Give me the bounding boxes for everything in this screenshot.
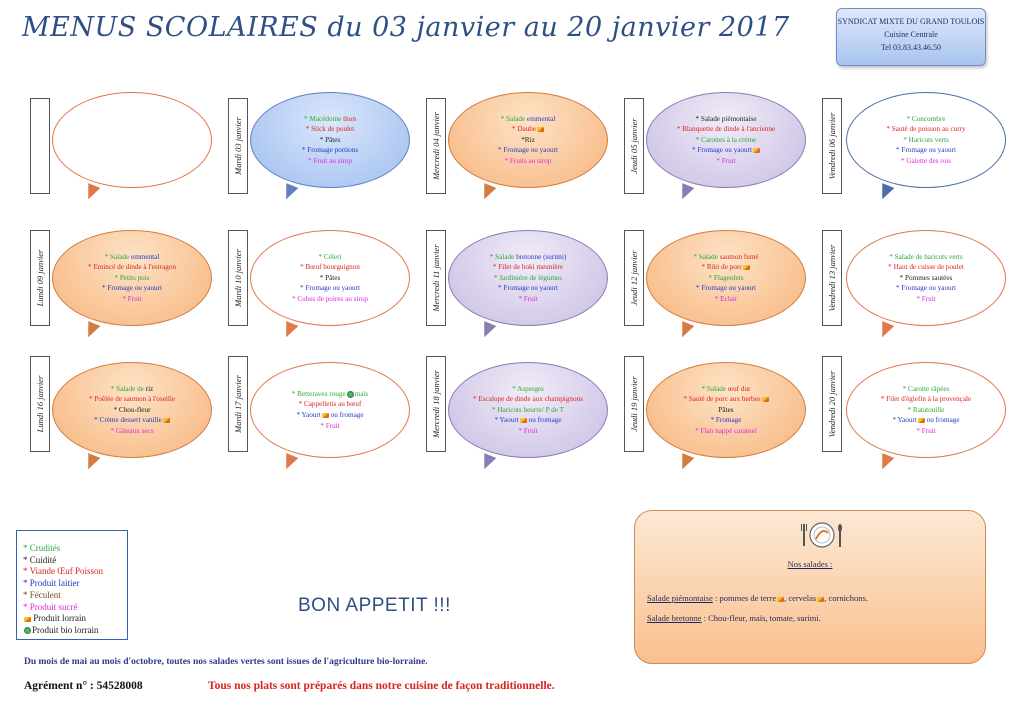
salad-piemontaise-c: , cornichons. (824, 593, 868, 603)
menu-item-text-extra: emmental (527, 114, 556, 123)
menu-item-text: * Fruit (122, 294, 142, 303)
menu-item (498, 283, 558, 294)
day-label-text: Lundi 16 janvier (35, 375, 45, 433)
menu-item-text: * Macédoine (304, 114, 344, 123)
menu-bubble (250, 92, 410, 188)
legend-item (23, 543, 121, 555)
menu-item (300, 283, 360, 294)
menu-item-text: * Salade (693, 252, 720, 261)
day-label-text: Jeudi 12 janvier (629, 250, 639, 306)
menu-item-text: * Ratatouille (907, 405, 945, 414)
org-tel: Tel 03.83.43.46.50 (880, 43, 942, 52)
salad-piemontaise-name: Salade piémontaise (647, 593, 713, 603)
menu-bubble (448, 92, 608, 188)
menu-item (900, 273, 953, 284)
menu-item (88, 262, 176, 273)
menu-item (896, 145, 956, 156)
lorrain-product-icon (753, 148, 760, 153)
menu-item (695, 426, 757, 437)
menu-item-text: * Salade (500, 114, 527, 123)
menu-item-text: * Flan nappé caramel (695, 426, 757, 435)
menu-item-text: * Fruit (916, 294, 936, 303)
lorrain-product-icon (537, 127, 544, 132)
menu-item-text: * Fromage ou yaourt (497, 284, 559, 293)
org-sub: Cuisine Centrale (884, 30, 938, 39)
menu-item-text: * Stick de poulet (305, 125, 355, 134)
menu-item-text: * Fromage ou yaourt (101, 284, 163, 293)
menu-item-text-extra: thon (343, 114, 356, 123)
menu-item (709, 273, 744, 284)
menu-item (521, 135, 535, 146)
menu-item (94, 415, 170, 426)
menu-item-text: * Petits pois (114, 273, 150, 282)
menu-item-text: * Fromage ou yaourt (497, 146, 559, 155)
menu-bubble (448, 230, 608, 326)
menu-item-text: * Céleri (318, 252, 342, 261)
menu-bubble (846, 362, 1006, 458)
menu-item (907, 114, 946, 125)
salad-piemontaise-b: , cervelas (784, 593, 817, 603)
menu-item (111, 384, 154, 395)
day-label (624, 356, 644, 452)
menu-item-text: * Cubes de poires au sirop (291, 294, 369, 303)
salad-piemontaise-a: : pommes de terre (712, 593, 777, 603)
organization-box (836, 8, 986, 66)
menu-bubble (52, 362, 212, 458)
menu-item (490, 252, 566, 263)
menu-item (702, 384, 751, 395)
menu-item (110, 426, 153, 437)
bon-appetit: BON APPETIT !!! (298, 595, 451, 616)
menu-item (518, 426, 537, 437)
menu-item-text: * Fruit (518, 294, 538, 303)
menu-item-text: * Galette des rois (900, 156, 952, 165)
legend-item-text: Produit bio lorrain (32, 624, 99, 635)
lorrain-product-icon (24, 617, 31, 622)
salad-bretonne (647, 613, 821, 623)
menu-item-text: * Fromage portions (301, 146, 359, 155)
day-label (822, 230, 842, 326)
legend-item (23, 566, 121, 578)
menu-item (881, 394, 972, 405)
menu-bubble (646, 230, 806, 326)
menu-item-text: * Fruit (320, 421, 340, 430)
menu-item (114, 273, 149, 284)
menu-bubble (846, 92, 1006, 188)
day-label-text: Vendredi 20 janvier (827, 370, 837, 438)
menu-item (696, 283, 756, 294)
menu-item (308, 156, 352, 167)
menu-item-text-extra: ou fromage (526, 416, 562, 425)
day-label-text: Mardi 03 janvier (233, 117, 243, 175)
menu-item (304, 114, 356, 125)
menu-item-text: * Crème dessert vanille (94, 416, 162, 425)
page-title: MENUS SCOLAIRES du 03 janvier au 20 janvier 2017 (22, 12, 790, 43)
menu-item (320, 135, 341, 146)
day-label (822, 356, 842, 452)
menu-item (518, 294, 537, 305)
menu-item-text: * Fruit au sirop (307, 156, 353, 165)
legend-item (23, 613, 121, 625)
menu-item-text: * Salade (104, 252, 131, 261)
legend-item-text: * Cuidité (23, 554, 57, 565)
salad-bretonne-text: : Chou-fleur, maïs, tomate, surimi. (701, 613, 821, 623)
menu-item (299, 399, 362, 410)
menu-item-text-extra: ou fromage (328, 411, 364, 419)
menu-item (89, 394, 175, 405)
menu-item-text: * Salade (489, 252, 517, 261)
day-label (228, 98, 248, 194)
day-label (30, 230, 50, 326)
menu-item-text: * Carotte râpées (902, 384, 950, 393)
menu-bubble (646, 362, 806, 458)
menu-item-text: * Fruit (518, 426, 538, 435)
menu-item-text: * Fromage ou yaourt (895, 146, 957, 155)
day-label (624, 230, 644, 326)
menu-item-text: * Sauté de porc aux herbes (683, 395, 761, 404)
menu-item (320, 273, 341, 284)
menu-item (695, 114, 756, 125)
menu-item (889, 252, 962, 263)
menu-bubble (448, 362, 608, 458)
menu-item (916, 294, 935, 305)
menu-item-text: * Fromage ou yaourt (695, 284, 757, 293)
menu-item (122, 294, 141, 305)
menu-item (296, 410, 363, 421)
menu-item-text-extra: riz (145, 384, 154, 393)
menu-item-text: * Escalope de dinde aux champignons (473, 395, 583, 404)
menu-item-text: * Carottes à la crème (695, 135, 757, 144)
menu-item-text: * Yaourt (494, 416, 519, 425)
day-label (228, 230, 248, 326)
menu-item (320, 421, 339, 432)
menu-item (473, 394, 583, 405)
legend-item-text: Produit lorrain (31, 613, 86, 624)
menu-item-text: * Filet d'églefin à la provençale (880, 395, 972, 404)
day-label (822, 98, 842, 194)
menu-item-text: * Yaourt (892, 416, 917, 425)
menu-item (903, 384, 950, 395)
lorrain-product-icon (743, 265, 750, 270)
menu-item (718, 405, 733, 416)
salad-piemontaise (647, 593, 868, 603)
menu-item (908, 405, 945, 416)
menu-item-text: * Haricots beurre/ P de T (491, 405, 565, 414)
day-label-text: Jeudi 19 janvier (629, 376, 639, 432)
menu-item-text: * Flageolets (708, 273, 744, 282)
day-label-text: Lundi 09 janvier (35, 249, 45, 307)
menu-item-text-extra: œuf dur (727, 384, 751, 393)
menu-item (512, 124, 544, 135)
day-label-text: Mercredi 04 janvier (431, 112, 441, 180)
menu-item-text: * Yaourt (296, 411, 321, 419)
menu-item (494, 415, 561, 426)
lorrain-product-icon (762, 397, 769, 402)
menu-item-text: * Poêlée de saumon à l'oseille (88, 395, 176, 404)
menu-item-text: * Salade de haricots verts (889, 252, 963, 261)
menu-item-text: * Sauté de poisson au curry (886, 125, 966, 134)
menu-item-text: * Pâtes (319, 135, 341, 144)
day-label (426, 98, 446, 194)
legend-item (23, 625, 121, 637)
menu-item (683, 394, 768, 405)
lorrain-product-icon (163, 418, 170, 423)
menu-item (711, 415, 742, 426)
day-label (228, 356, 248, 452)
menu-item-text: * Fruits au sirop (504, 156, 552, 165)
menu-item-text: * Pâtes (319, 273, 341, 282)
menu-item (512, 384, 544, 395)
legend-item-text: * Féculent (23, 589, 61, 600)
menu-item-text: * Blanquette de dinde à l'ancienne (676, 125, 776, 134)
menu-item (498, 145, 558, 156)
menu-item-text: * Salade piémontaise (695, 114, 757, 123)
menu-item-text: * Pommes sautées (899, 273, 953, 282)
menu-item-text: * Fromage ou yaourt (691, 146, 753, 155)
menu-item (505, 156, 552, 167)
menu-item-text: * Gâteaux secs (110, 426, 154, 435)
menu-item (888, 262, 964, 273)
menu-item-text-extra: maïs (354, 389, 369, 398)
day-label (30, 98, 50, 194)
day-label-text: Mercredi 18 janvier (431, 370, 441, 438)
menu-item-text-extra: ou fromage (924, 416, 960, 425)
menu-item (716, 156, 735, 167)
day-label (30, 356, 50, 452)
menu-item (319, 252, 342, 263)
menu-bubble (250, 362, 410, 458)
legend-item (23, 555, 121, 567)
day-label-text: Jeudi 05 janvier (629, 118, 639, 174)
footer-agrement: Agrément n° : 54528008 (24, 680, 143, 692)
menu-item-text: * Bœuf bourguignon (300, 263, 360, 272)
menu-item (715, 294, 738, 305)
menu-item-text: * Fromage (710, 416, 742, 425)
menu-item-text: * Fruit (716, 156, 736, 165)
menu-item (292, 389, 368, 400)
menu-item (114, 405, 151, 416)
menu-bubble (846, 230, 1006, 326)
salads-box (634, 510, 986, 664)
menu-item-text: * Betteraves rouge (291, 389, 346, 398)
menu-item-text: * Concombre (906, 114, 946, 123)
menu-bubble (646, 92, 806, 188)
day-label-text: Mardi 17 janvier (233, 375, 243, 433)
menu-item-text: * Fromage ou yaourt (299, 284, 361, 293)
menu-bubble (250, 230, 410, 326)
legend-item-text: * Crudités (23, 543, 61, 553)
menu-item (292, 294, 368, 305)
legend-item (23, 578, 121, 590)
menu-item (892, 415, 959, 426)
footer-tradition: Tous nos plats sont préparés dans notre cuisine de façon traditionnelle. (208, 680, 555, 692)
menu-item (702, 262, 751, 273)
day-label-text: Vendredi 13 janvier (827, 244, 837, 312)
menu-item (886, 124, 965, 135)
menu-item (501, 114, 556, 125)
menu-item-text: * Haut de cuisse de poulet (888, 263, 964, 272)
day-label (426, 356, 446, 452)
menu-bubble (52, 92, 212, 188)
org-name: SYNDICAT MIXTE DU GRAND TOULOIS (837, 17, 985, 26)
menu-item (903, 135, 949, 146)
lorrain-product-icon (918, 418, 925, 423)
day-label (624, 98, 644, 194)
menu-item-text: * Haricots verts (903, 135, 949, 144)
menu-item-text: * Salade de (110, 384, 146, 393)
menu-item-text: * Salade (701, 384, 728, 393)
menu-item (896, 283, 956, 294)
menu-item-text: * Eclair (714, 294, 738, 303)
day-label (426, 230, 446, 326)
menu-item (692, 145, 760, 156)
bio-lorrain-icon (347, 391, 354, 398)
menu-item-text: *Riz (521, 135, 535, 144)
menu-item-text: * Jardinière de légumes (493, 273, 563, 282)
day-label-text: Mercredi 11 janvier (431, 244, 441, 312)
lorrain-product-icon (322, 413, 329, 418)
legend-item-text: * Viande Œuf Poisson (23, 566, 104, 577)
menu-item-text: * Fruit (916, 426, 936, 435)
menu-item-text: * Chou-fleur (113, 405, 151, 414)
menu-item-text: * Rôti de porc (701, 263, 743, 272)
lorrain-product-icon (520, 418, 527, 423)
salads-title: Nos salades : (787, 559, 833, 569)
menu-item-text: * Fromage ou yaourt (895, 284, 957, 293)
menu-item (105, 252, 160, 263)
menu-item-text-extra: emmental (131, 252, 160, 261)
footer-note: Du mois de mai au mois d'octobre, toutes nos salades vertes sont issues de l'agriculture bio-lorraine. (24, 657, 428, 667)
menu-item (693, 252, 758, 263)
day-label-text: Vendredi 06 janvier (827, 112, 837, 180)
salad-bretonne-name: Salade bretonne (647, 613, 702, 623)
legend-item-text: * Produit sucré (23, 601, 78, 612)
legend-item (23, 590, 121, 602)
menu-item (677, 124, 776, 135)
menu-item (493, 262, 563, 273)
menu-item-text: * Daube (511, 125, 537, 134)
menu-item-text-extra: saumon fumé (719, 252, 759, 261)
menu-item-text: * Cappelletis au bœuf (298, 400, 362, 409)
legend-item-text: * Produit laitier (23, 578, 80, 589)
day-label-text: Mardi 10 janvier (233, 249, 243, 307)
menu-item (300, 262, 360, 273)
menu-bubble (52, 230, 212, 326)
bio-lorrain-icon (24, 627, 31, 634)
menu-item (916, 426, 935, 437)
plate-cutlery-icon (800, 521, 844, 549)
menu-item (492, 405, 564, 416)
menu-item-text: Pâtes (718, 405, 734, 414)
menu-item (306, 124, 355, 135)
menu-item-text: * Emincé de dinde à l'estragon (87, 263, 177, 272)
menu-item (302, 145, 358, 156)
legend-box (16, 530, 128, 640)
legend-item (23, 602, 121, 614)
menu-item-text: * Asperges (512, 384, 544, 393)
menu-item-text-extra: bretonne (surimi) (516, 252, 567, 261)
menu-item (102, 283, 162, 294)
menu-item (494, 273, 562, 284)
menu-item-text: * Filet de hoki meunière (492, 263, 564, 272)
menu-item (901, 156, 951, 167)
menu-item (696, 135, 757, 146)
